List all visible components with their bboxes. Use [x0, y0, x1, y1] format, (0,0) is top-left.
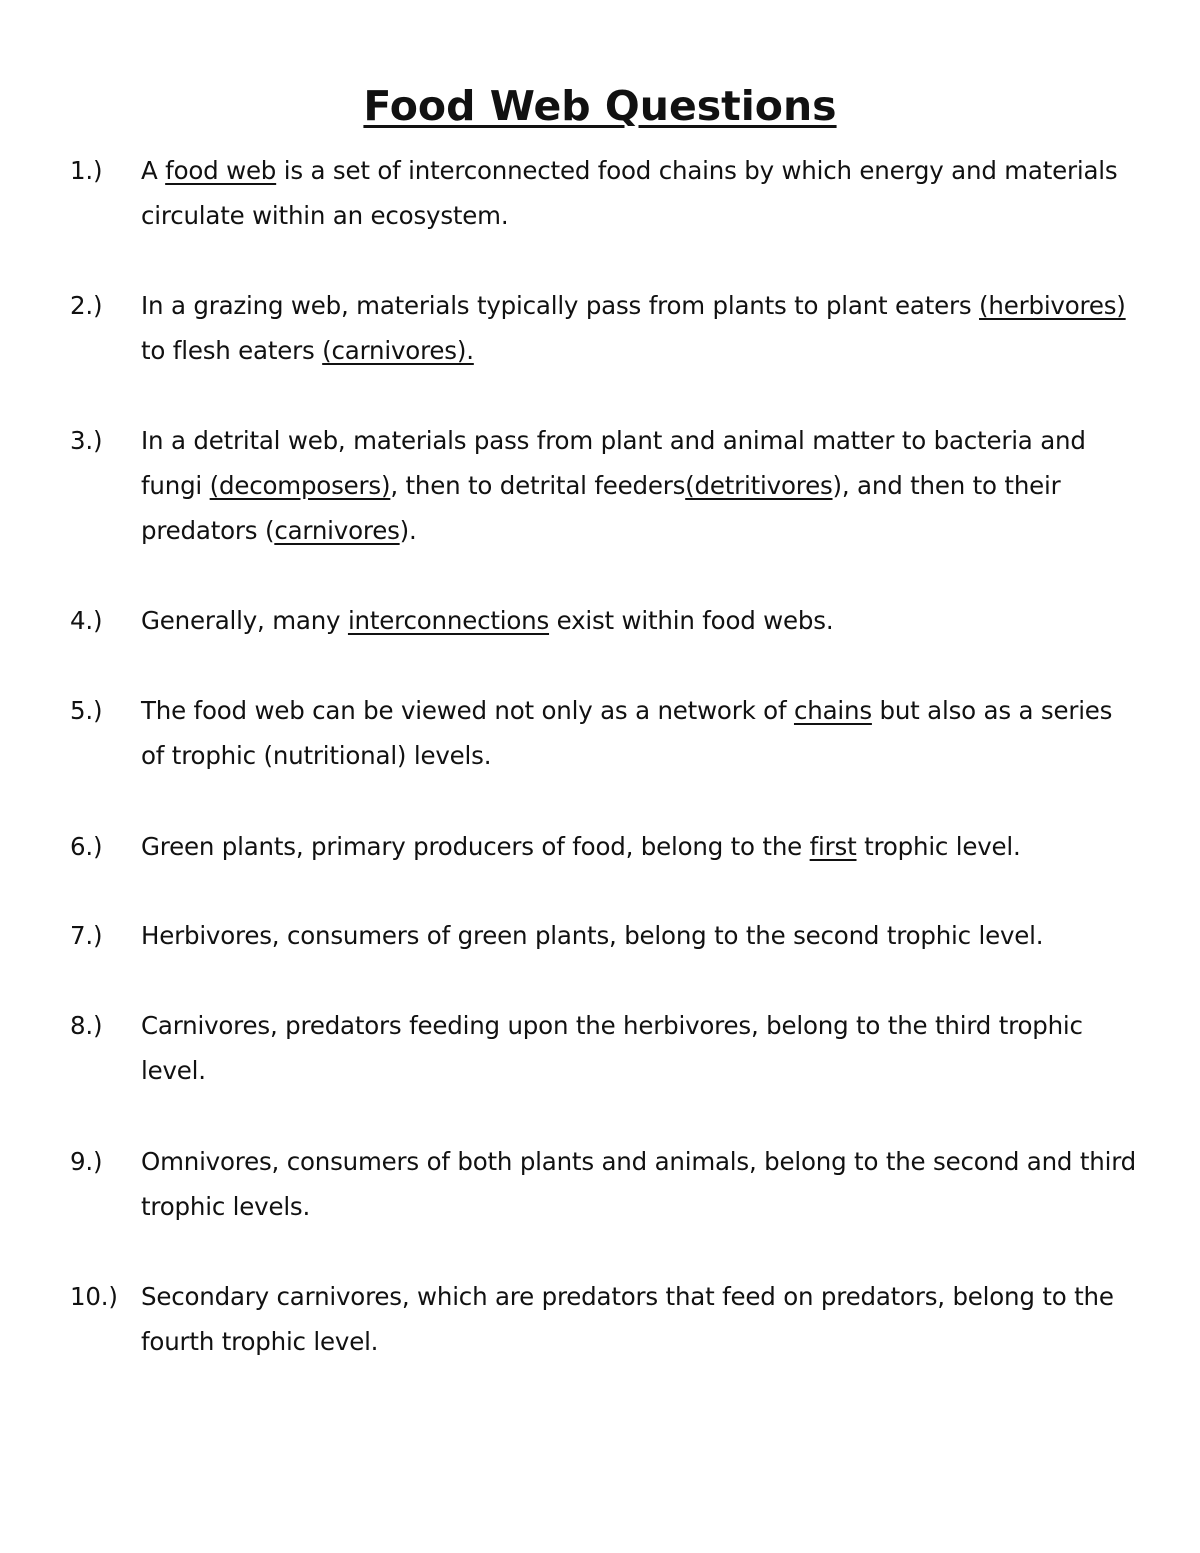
question-number: 6.)	[70, 832, 103, 861]
text-segment: Herbivores, consumers of green plants, belong to the second trophic level.	[141, 921, 1044, 950]
underlined-term: (carnivores).	[322, 336, 474, 365]
question-text	[141, 824, 1141, 869]
text-segment: In a grazing web, materials typically pass from plants to plant eaters	[141, 291, 980, 320]
text-segment: A	[141, 156, 166, 185]
text-segment: to flesh eaters	[141, 336, 323, 365]
underlined-term: carnivores	[274, 516, 400, 545]
question-text	[141, 1139, 1141, 1229]
underlined-term: chains	[793, 696, 872, 725]
question-number: 9.)	[70, 1147, 103, 1176]
question-text	[141, 283, 1141, 373]
question-text	[141, 598, 1141, 643]
underlined-term: first	[809, 832, 857, 861]
text-segment: but also as a series of trophic (nutritional) levels.	[141, 696, 1113, 770]
question-number: 3.)	[70, 426, 103, 455]
question-number: 10.)	[70, 1282, 118, 1311]
underlined-term: (herbivores)	[979, 291, 1126, 320]
question-text	[141, 688, 1141, 778]
question-number: 2.)	[70, 291, 103, 320]
text-segment: , then to detrital feeders	[390, 471, 686, 500]
question-text	[141, 148, 1141, 238]
question-number: 1.)	[70, 156, 103, 185]
text-segment: trophic level.	[856, 832, 1021, 861]
underlined-term: (decomposers)	[209, 471, 391, 500]
text-segment: The food web can be viewed not only as a network of	[141, 696, 794, 725]
page-title: Food Web Questions	[363, 82, 837, 130]
question-text	[141, 913, 1141, 958]
text-segment: In a detrital web, materials pass from plant and animal matter to bacteria and fungi	[141, 426, 1086, 500]
text-segment: Generally, many	[141, 606, 348, 635]
question-number: 4.)	[70, 606, 103, 635]
text-segment: Green plants, primary producers of food, belong to the	[141, 832, 810, 861]
question-number: 5.)	[70, 696, 103, 725]
question-text	[141, 1003, 1141, 1093]
question-number: 7.)	[70, 921, 103, 950]
question-text	[141, 418, 1141, 553]
underlined-term: interconnections	[347, 606, 550, 635]
text-segment: ).	[399, 516, 417, 545]
text-segment: Carnivores, predators feeding upon the herbivores, belong to the third trophic level.	[141, 1011, 1083, 1085]
question-number: 8.)	[70, 1011, 103, 1040]
text-segment: ), and then to their predators (	[141, 471, 1061, 545]
text-segment: Secondary carnivores, which are predators that feed on predators, belong to the fourth trophic level.	[141, 1282, 1114, 1356]
text-segment: exist within food webs.	[549, 606, 834, 635]
underlined-term: (detritivores	[685, 471, 833, 500]
question-text	[141, 1274, 1141, 1364]
underlined-term: food web	[165, 156, 277, 185]
text-segment: is a set of interconnected food chains by which energy and materials circulate within an ecosystem.	[141, 156, 1118, 230]
text-segment: Omnivores, consumers of both plants and animals, belong to the second and third trophic levels.	[141, 1147, 1136, 1221]
